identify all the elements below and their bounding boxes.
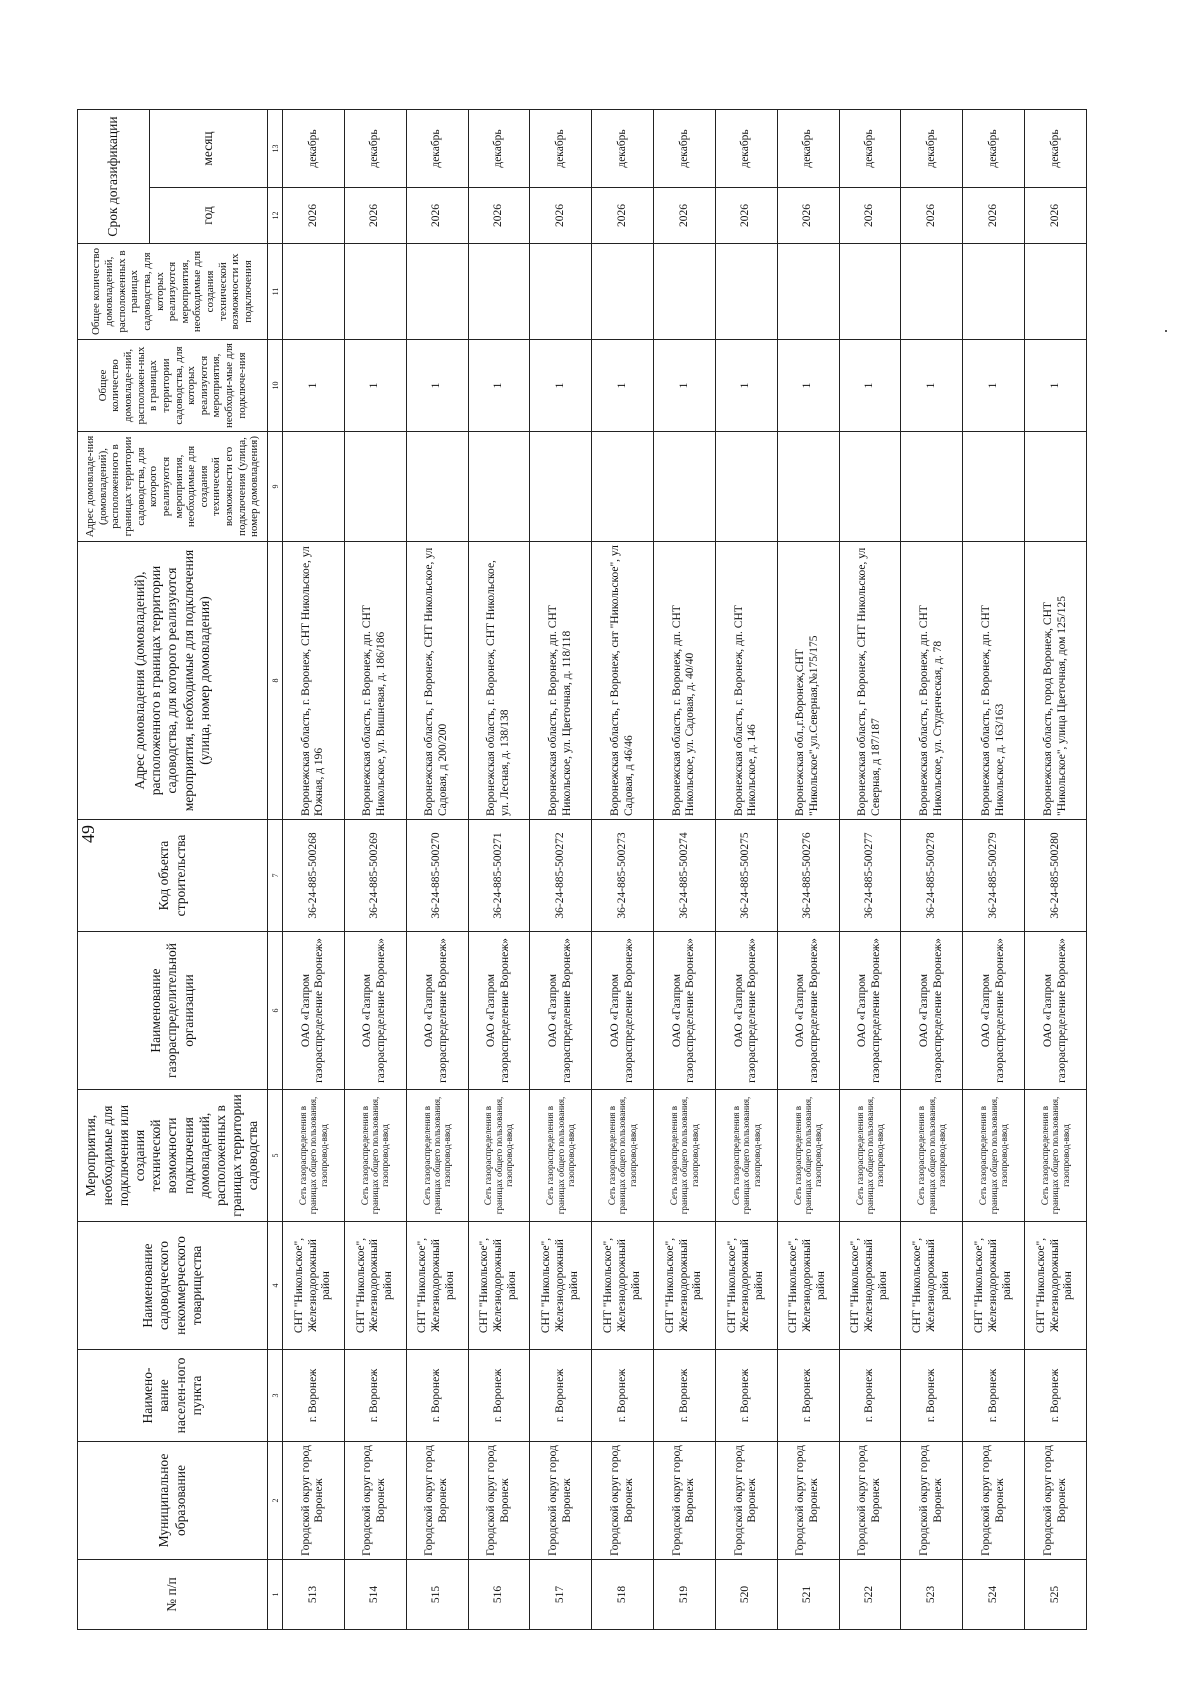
address-cell: Воронежская область, г. Воронеж, дп. СНТ Никольское, ул. Садовая, д. 40/40 [654,542,716,820]
count-cell: 1 [592,340,654,432]
month-cell: декабрь [406,109,468,187]
object-code-cell: 36-24-885-500268 [283,820,345,932]
event-cell: Сеть газораспределения в границах общего пользования, газопровод-ввод [654,1090,716,1222]
object-code-cell: 36-24-885-500273 [592,820,654,932]
col-number: 13 [268,109,283,187]
address-cell: Воронежская обл.,г.Воронеж,СНТ "Никольское",ул.Северная,№175/175 [777,542,839,820]
col-number: 7 [268,820,283,932]
address-tech-cell [592,432,654,542]
col-number: 8 [268,542,283,820]
year-cell: 2026 [592,188,654,244]
header-address: Адрес домовладения (домовладений), расположенного в границах территории садоводства, для которого реализуются мероприятия, необходимые для подключения (улица, номер домовладения) [78,542,268,820]
municipality-cell: Городской округ город Воронеж [592,1442,654,1560]
table-row [901,109,963,1629]
year-cell: 2026 [530,188,592,244]
count-tech-cell [406,244,468,340]
event-cell: Сеть газораспределения в границах общего пользования, газопровод-ввод [963,1090,1025,1222]
address-tech-cell [901,432,963,542]
event-cell: Сеть газораспределения в границах общего пользования, газопровод-ввод [406,1090,468,1222]
gas-org-cell: ОАО «Газпром газораспределение Воронеж» [468,932,530,1090]
event-cell: Сеть газораспределения в границах общего пользования, газопровод-ввод [901,1090,963,1222]
municipality-cell: Городской округ город Воронеж [406,1442,468,1560]
address-tech-cell [406,432,468,542]
row-number: 525 [1025,1560,1087,1630]
address-cell: Воронежская область, г Воронеж, снт "Никольское", ул Садовая, д 46/46 [592,542,654,820]
table-row [406,109,468,1629]
object-code-cell: 36-24-885-500274 [654,820,716,932]
object-code-cell: 36-24-885-500275 [715,820,777,932]
municipality-cell: Городской округ город Воронеж [654,1442,716,1560]
gas-org-cell: ОАО «Газпром газораспределение Воронеж» [530,932,592,1090]
gas-org-cell: ОАО «Газпром газораспределение Воронеж» [592,932,654,1090]
row-number: 524 [963,1560,1025,1630]
address-tech-cell [344,432,406,542]
address-cell: Воронежская область, г. Воронеж, дп. СНТ Никольское, ул. Студенческая, д. 78 [901,542,963,820]
event-cell: Сеть газораспределения в границах общего пользования, газопровод-ввод [344,1090,406,1222]
snt-cell: СНТ "Никольское", Железнодорожный район [839,1222,901,1350]
month-cell: декабрь [839,109,901,187]
settlement-cell: г. Воронеж [839,1350,901,1442]
col-number: 9 [268,432,283,542]
municipality-cell: Городской округ город Воронеж [283,1442,345,1560]
settlement-cell: г. Воронеж [963,1350,1025,1442]
count-tech-cell [530,244,592,340]
header-num: № п/п [78,1560,268,1630]
month-cell: декабрь [530,109,592,187]
event-cell: Сеть газораспределения в границах общего пользования, газопровод-ввод [283,1090,345,1222]
snt-cell: СНТ "Никольское", Железнодорожный район [1025,1222,1087,1350]
table-row [715,109,777,1629]
year-cell: 2026 [468,188,530,244]
event-cell: Сеть газораспределения в границах общего пользования, газопровод-ввод [777,1090,839,1222]
month-cell: декабрь [777,109,839,187]
row-number: 521 [777,1560,839,1630]
object-code-cell: 36-24-885-500269 [344,820,406,932]
settlement-cell: г. Воронеж [406,1350,468,1442]
gas-org-cell: ОАО «Газпром газораспределение Воронеж» [1025,932,1087,1090]
row-number: 513 [283,1560,345,1630]
header-snt: Наименование садоводческого некоммерческого товарищества [78,1222,268,1350]
year-cell: 2026 [901,188,963,244]
settlement-cell: г. Воронеж [592,1350,654,1442]
snt-cell: СНТ "Никольское", Железнодорожный район [963,1222,1025,1350]
address-tech-cell [963,432,1025,542]
address-tech-cell [468,432,530,542]
column-number-row [268,109,283,1629]
row-number: 519 [654,1560,716,1630]
month-cell: декабрь [654,109,716,187]
col-number: 12 [268,188,283,244]
event-cell: Сеть газораспределения в границах общего пользования, газопровод-ввод [592,1090,654,1222]
count-cell: 1 [839,340,901,432]
table-row [839,109,901,1629]
header-count: Общее количество домовладе-ний, расположен-ных в границах территории садоводства, для которых реализуются мероприятия, необходи-мые для подключе-ния [78,340,268,432]
count-tech-cell [468,244,530,340]
snt-cell: СНТ "Никольское", Железнодорожный район [777,1222,839,1350]
col-number: 6 [268,932,283,1090]
gas-org-cell: ОАО «Газпром газораспределение Воронеж» [406,932,468,1090]
header-events: Мероприятия, необходимые для подключения или создания технической возможности подключения домовладений, расположенных в границах территории садоводства [78,1090,268,1222]
event-cell: Сеть газораспределения в границах общего пользования, газопровод-ввод [530,1090,592,1222]
col-number: 3 [268,1350,283,1442]
settlement-cell: г. Воронеж [1025,1350,1087,1442]
col-number: 1 [268,1560,283,1630]
municipality-cell: Городской округ город Воронеж [530,1442,592,1560]
settlement-cell: г. Воронеж [468,1350,530,1442]
row-number: 516 [468,1560,530,1630]
event-cell: Сеть газораспределения в границах общего пользования, газопровод-ввод [839,1090,901,1222]
table-row [468,109,530,1629]
snt-cell: СНТ "Никольское", Железнодорожный район [406,1222,468,1350]
count-tech-cell [592,244,654,340]
address-cell: Воронежская область, г. Воронеж, дп. СНТ Никольское, ул. Вишневая, д. 186/186 [344,542,406,820]
event-cell: Сеть газораспределения в границах общего пользования, газопровод-ввод [1025,1090,1087,1222]
count-tech-cell [901,244,963,340]
table-row [592,109,654,1629]
count-cell: 1 [344,340,406,432]
snt-cell: СНТ "Никольское", Железнодорожный район [715,1222,777,1350]
address-tech-cell [283,432,345,542]
municipality-cell: Городской округ город Воронеж [468,1442,530,1560]
snt-cell: СНТ "Никольское", Железнодорожный район [901,1222,963,1350]
settlement-cell: г. Воронеж [715,1350,777,1442]
address-cell: Воронежская область, город Воронеж, СНТ "Никольское", улица Цветочная, дом 125/125 [1025,542,1087,820]
settlement-cell: г. Воронеж [283,1350,345,1442]
gasification-table [77,109,1087,1630]
object-code-cell: 36-24-885-500276 [777,820,839,932]
count-cell: 1 [715,340,777,432]
header-count-tech: Общее количество домовладений, расположенных в границах садоводства, для которых реализуются мероприятия, необходимые для создания технической возможности их подключения [78,244,268,340]
address-tech-cell [1025,432,1087,542]
object-code-cell: 36-24-885-500279 [963,820,1025,932]
address-cell: Воронежская область, г. Воронеж, СНТ Никольское, ул Южная, д 196 [283,542,345,820]
gas-org-cell: ОАО «Газпром газораспределение Воронеж» [963,932,1025,1090]
month-cell: декабрь [592,109,654,187]
address-tech-cell [654,432,716,542]
col-number: 4 [268,1222,283,1350]
snt-cell: СНТ "Никольское", Железнодорожный район [530,1222,592,1350]
gas-org-cell: ОАО «Газпром газораспределение Воронеж» [283,932,345,1090]
count-tech-cell [344,244,406,340]
address-cell: Воронежская область, г Воронеж, СНТ Никольское, ул Садовая, д 200/200 [406,542,468,820]
row-number: 517 [530,1560,592,1630]
col-number: 10 [268,340,283,432]
row-number: 515 [406,1560,468,1630]
settlement-cell: г. Воронеж [777,1350,839,1442]
municipality-cell: Городской округ город Воронеж [901,1442,963,1560]
count-cell: 1 [1025,340,1087,432]
gas-org-cell: ОАО «Газпром газораспределение Воронеж» [344,932,406,1090]
count-cell: 1 [406,340,468,432]
count-tech-cell [963,244,1025,340]
municipality-cell: Городской округ город Воронеж [1025,1442,1087,1560]
table-row [530,109,592,1629]
table-row [654,109,716,1629]
table-row [963,109,1025,1629]
row-number: 518 [592,1560,654,1630]
gas-org-cell: ОАО «Газпром газораспределение Воронеж» [715,932,777,1090]
year-cell: 2026 [777,188,839,244]
table-row [777,109,839,1629]
header-address-tech: Адрес домовладе-ния (домовладений), расположенного в границах территории садоводства, для которого реализуются мероприятия, необходимые для создания технической возможности его подключения (улица, номер домовладения) [78,432,268,542]
row-number: 514 [344,1560,406,1630]
count-cell: 1 [654,340,716,432]
snt-cell: СНТ "Никольское", Железнодорожный район [592,1222,654,1350]
gas-org-cell: ОАО «Газпром газораспределение Воронеж» [777,932,839,1090]
object-code-cell: 36-24-885-500270 [406,820,468,932]
settlement-cell: г. Воронеж [530,1350,592,1442]
count-tech-cell [283,244,345,340]
object-code-cell: 36-24-885-500278 [901,820,963,932]
count-cell: 1 [777,340,839,432]
header-deadline: Срок догазификации [78,109,150,243]
snt-cell: СНТ "Никольское", Железнодорожный район [283,1222,345,1350]
municipality-cell: Городской округ город Воронеж [715,1442,777,1560]
count-cell: 1 [468,340,530,432]
municipality-cell: Городской округ город Воронеж [777,1442,839,1560]
page-number: 49 [78,825,98,843]
snt-cell: СНТ "Никольское", Железнодорожный район [468,1222,530,1350]
month-cell: декабрь [963,109,1025,187]
count-cell: 1 [283,340,345,432]
rotated-table-container [77,110,1087,1630]
address-cell: Воронежская область, г. Воронеж, дп. СНТ Никольское, ул. Цветочная, д. 118/118 [530,542,592,820]
year-cell: 2026 [654,188,716,244]
table-row [1025,109,1087,1629]
address-tech-cell [839,432,901,542]
header-gas-org: Наименование газораспределительной организации [78,932,268,1090]
object-code-cell: 36-24-885-500280 [1025,820,1087,932]
address-tech-cell [777,432,839,542]
event-cell: Сеть газораспределения в границах общего пользования, газопровод-ввод [715,1090,777,1222]
header-year: год [150,188,268,244]
year-cell: 2026 [406,188,468,244]
year-cell: 2026 [344,188,406,244]
count-tech-cell [654,244,716,340]
settlement-cell: г. Воронеж [654,1350,716,1442]
object-code-cell: 36-24-885-500277 [839,820,901,932]
header-settlement: Наимено-вание населен-ного пункта [78,1350,268,1442]
address-cell: Воронежская область, г. Воронеж, СНТ Никольское, ул. Лесная, д. 138/138 [468,542,530,820]
address-cell: Воронежская область, г. Воронеж, дп. СНТ Никольское, д. 146 [715,542,777,820]
scan-speck [1165,330,1167,332]
year-cell: 2026 [1025,188,1087,244]
header-municipality: Муниципальное образование [78,1442,268,1560]
count-tech-cell [839,244,901,340]
address-cell: Воронежская область, г. Воронеж, дп. СНТ Никольское, д. 163/163 [963,542,1025,820]
table-row [344,109,406,1629]
month-cell: декабрь [715,109,777,187]
month-cell: декабрь [344,109,406,187]
col-number: 11 [268,244,283,340]
municipality-cell: Городской округ город Воронеж [344,1442,406,1560]
header-month: месяц [150,109,268,187]
count-cell: 1 [901,340,963,432]
gas-org-cell: ОАО «Газпром газораспределение Воронеж» [901,932,963,1090]
col-number: 5 [268,1090,283,1222]
count-cell: 1 [963,340,1025,432]
snt-cell: СНТ "Никольское", Железнодорожный район [654,1222,716,1350]
year-cell: 2026 [715,188,777,244]
gas-org-cell: ОАО «Газпром газораспределение Воронеж» [839,932,901,1090]
month-cell: декабрь [1025,109,1087,187]
municipality-cell: Городской округ город Воронеж [963,1442,1025,1560]
row-number: 523 [901,1560,963,1630]
count-tech-cell [1025,244,1087,340]
address-tech-cell [530,432,592,542]
month-cell: декабрь [901,109,963,187]
settlement-cell: г. Воронеж [344,1350,406,1442]
year-cell: 2026 [839,188,901,244]
header-object-code: Код объекта строительства [78,820,268,932]
gas-org-cell: ОАО «Газпром газораспределение Воронеж» [654,932,716,1090]
address-cell: Воронежская область, г Воронеж, СНТ Никольское, ул Северная, д 187/187 [839,542,901,820]
event-cell: Сеть газораспределения в границах общего пользования, газопровод-ввод [468,1090,530,1222]
snt-cell: СНТ "Никольское", Железнодорожный район [344,1222,406,1350]
month-cell: декабрь [283,109,345,187]
object-code-cell: 36-24-885-500271 [468,820,530,932]
count-tech-cell [777,244,839,340]
table-body [283,109,1087,1629]
object-code-cell: 36-24-885-500272 [530,820,592,932]
row-number: 522 [839,1560,901,1630]
table-row [283,109,345,1629]
month-cell: декабрь [468,109,530,187]
col-number: 2 [268,1442,283,1560]
row-number: 520 [715,1560,777,1630]
year-cell: 2026 [963,188,1025,244]
address-tech-cell [715,432,777,542]
count-cell: 1 [530,340,592,432]
count-tech-cell [715,244,777,340]
municipality-cell: Городской округ город Воронеж [839,1442,901,1560]
settlement-cell: г. Воронеж [901,1350,963,1442]
year-cell: 2026 [283,188,345,244]
